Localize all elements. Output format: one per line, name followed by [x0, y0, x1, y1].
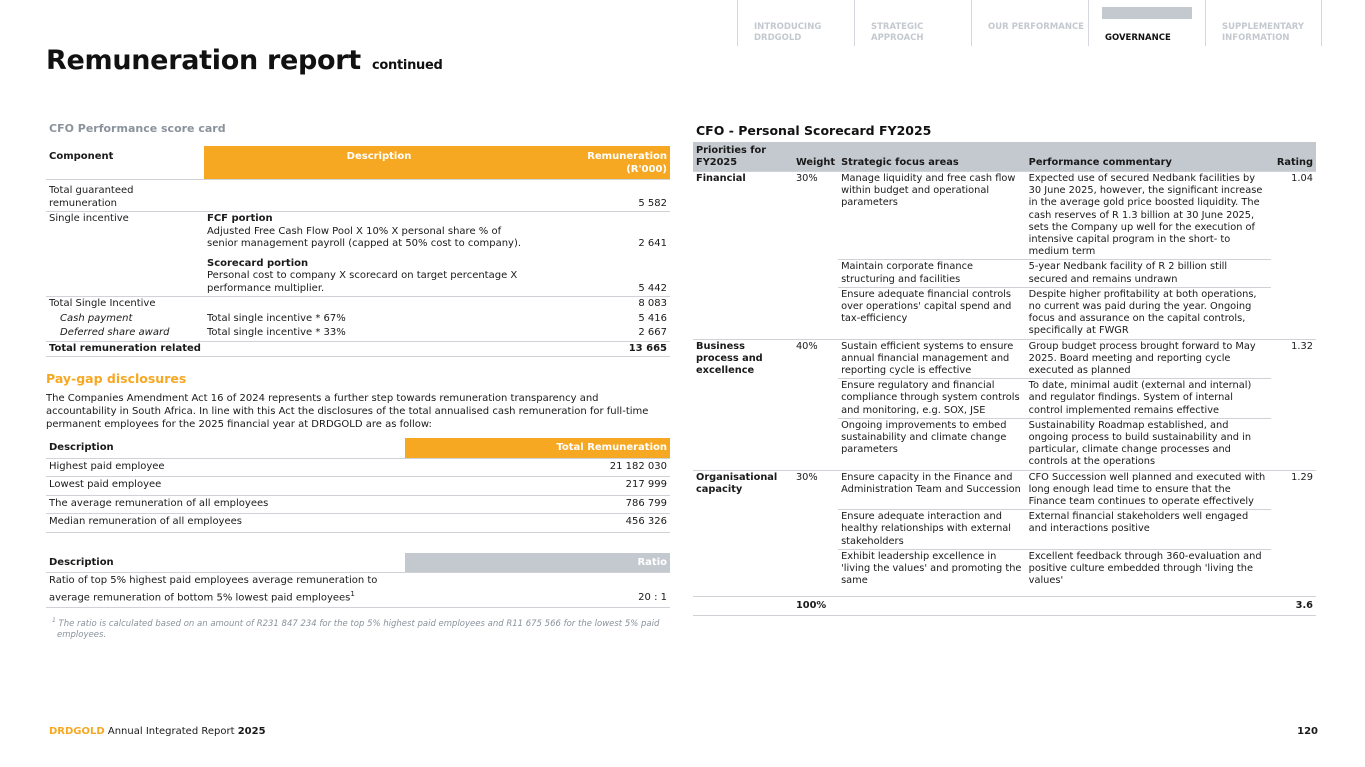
header-remuneration: Remuneration (R'000)	[554, 146, 670, 180]
personal-scorecard-table	[693, 142, 1316, 616]
focus-area: Sustain efficient systems to ensure annual financial management and reporting cycle is effective	[838, 339, 1026, 379]
table-row	[46, 458, 670, 477]
fcf-title: FCF portion	[207, 213, 273, 224]
commentary: Group budget process brought forward to May 2025. Board meeting and reporting cycle executed as planned	[1026, 339, 1271, 379]
right-column	[693, 122, 1316, 616]
rating: 1.04	[1271, 172, 1316, 260]
row-label: Total remuneration related	[46, 341, 204, 357]
priority: Organisational capacity	[693, 470, 793, 510]
row-value: 456 326	[405, 514, 670, 533]
table-row	[46, 312, 670, 327]
table-row	[693, 470, 1316, 510]
pay-gap-table	[46, 438, 670, 533]
ratio-label: Ratio of top 5% highest paid employees average remuneration to average remuneration of bottom 5% lowest paid employees	[49, 575, 378, 603]
focus-area: Ongoing improvements to embed sustainability and climate change parameters	[838, 418, 1026, 470]
row-value: 5 442	[638, 282, 667, 294]
nav-tab-governance[interactable]	[1088, 0, 1205, 46]
table-header	[46, 146, 670, 180]
commentary: To date, minimal audit (external and internal) and regulator findings. System of internal control implemented remains effective	[1026, 379, 1271, 419]
table-row	[46, 495, 670, 514]
table-row	[693, 287, 1316, 339]
commentary: Sustainability Roadmap established, and ongoing process to build sustainability and in particular, climate change processes and controls at the operations	[1026, 418, 1271, 470]
header-total-remuneration: Total Remuneration	[405, 438, 670, 458]
table-row	[46, 326, 670, 341]
nav-tab-strategic[interactable]: STRATEGIC APPROACH	[854, 0, 971, 46]
page-number: 120	[1297, 726, 1318, 737]
header-description: Description	[204, 146, 554, 180]
nav-tab-supplementary[interactable]: SUPPLEMENTARY INFORMATION	[1205, 0, 1322, 46]
row-label: Lowest paid employee	[46, 477, 405, 496]
row-label: Deferred share award	[60, 327, 170, 338]
table-row	[693, 379, 1316, 419]
row-value: 2 667	[638, 327, 667, 338]
commentary: External financial stakeholders well engaged and interactions positive	[1026, 510, 1271, 550]
focus-area: Manage liquidity and free cash flow within budget and operational parameters	[838, 172, 1026, 260]
row-label	[46, 573, 405, 608]
pay-gap-title: Pay-gap disclosures	[46, 371, 187, 386]
page-title-sub: continued	[372, 58, 443, 73]
row-label: The average remuneration of all employees	[46, 495, 405, 514]
row-label: Total Single Incentive	[46, 297, 204, 312]
row-value: 13 665	[554, 341, 670, 357]
header-description: Description	[49, 556, 114, 568]
total-weight: 100%	[793, 597, 838, 616]
priority: Financial	[693, 172, 793, 260]
weight: 40%	[793, 339, 838, 379]
header-rating: Rating	[1271, 142, 1316, 172]
focus-area: Ensure capacity in the Finance and Administration Team and Succession	[838, 470, 1026, 510]
table-row	[46, 573, 670, 608]
fcf-portion	[204, 212, 554, 252]
section-nav	[737, 0, 1322, 46]
row-value: 5 416	[638, 312, 667, 324]
row-label: Total guaranteed remuneration	[46, 180, 204, 212]
footer-year: 2025	[237, 726, 266, 737]
header-ratio: Ratio	[405, 553, 670, 573]
personal-scorecard-title: CFO - Personal Scorecard FY2025	[696, 123, 932, 138]
rating: 1.29	[1271, 470, 1316, 510]
nav-tab-governance-label: GOVERNANCE	[1105, 33, 1171, 43]
focus-area: Maintain corporate finance structuring and facilities	[838, 260, 1026, 287]
scorecard-text: Personal cost to company X scorecard on target percentage X performance multiplier.	[207, 270, 518, 294]
header-component: Component	[49, 151, 114, 162]
row-desc: Total single incentive * 67%	[207, 312, 346, 324]
row-label: Highest paid employee	[46, 458, 405, 477]
pay-gap-intro: The Companies Amendment Act 16 of 2024 represents a further step towards remuneration transparency and accountability in South Africa. In line with this Act the disclosures of the total annualised cash remuneration for full-time permanent employees for the 2025 financial year at DRDGOLD are as follow:	[46, 393, 649, 430]
header-commentary: Performance commentary	[1026, 142, 1271, 172]
header-focus: Strategic focus areas	[838, 142, 1026, 172]
row-desc: Total single incentive * 33%	[207, 327, 346, 338]
footnote-marker: 1	[350, 589, 355, 598]
focus-area: Ensure adequate interaction and healthy relationships with external stakeholders	[838, 510, 1026, 550]
scorecard-portion	[204, 252, 554, 297]
footnote-number: 1	[52, 617, 56, 625]
commentary: Despite higher profitability at both operations, no current was paid during the year. Ongoing focus and assurance on the capital controls, specifically at FWGR	[1026, 287, 1271, 339]
scorecard-title: Scorecard portion	[207, 257, 309, 269]
commentary: CFO Succession well planned and executed with long enough lead time to ensure that the Finance team continues to operate effectively	[1026, 470, 1271, 510]
nav-tab-introducing[interactable]: INTRODUCING DRDGOLD	[737, 0, 854, 46]
table-row	[46, 180, 670, 212]
active-tab-indicator	[1102, 7, 1192, 19]
row-value: 786 799	[405, 495, 670, 514]
focus-area: Ensure regulatory and financial compliance through system controls and monitoring, e.g. SOX, JSE	[838, 379, 1026, 419]
priority: Business process and excellence	[693, 339, 793, 379]
footer-report-name: Annual Integrated Report	[107, 726, 235, 737]
focus-area: Ensure adequate financial controls over operations' capital spend and tax-efficiency	[838, 287, 1026, 339]
table-row-total	[46, 341, 670, 357]
commentary: Excellent feedback through 360-evaluation and positive culture embedded through 'living the values'	[1026, 549, 1271, 588]
header-weight: Weight	[793, 142, 838, 172]
commentary: 5-year Nedbank facility of R 2 billion still secured and remains undrawn	[1026, 260, 1271, 287]
row-value: 20 : 1	[405, 573, 670, 608]
table-header	[46, 438, 670, 458]
footer	[49, 726, 266, 737]
table-row	[46, 212, 670, 252]
table-row	[46, 252, 670, 297]
left-column	[46, 122, 670, 641]
row-label: Cash payment	[60, 312, 133, 324]
table-row	[693, 172, 1316, 260]
table-row	[693, 418, 1316, 470]
commentary: Expected use of secured Nedbank facilities by 30 June 2025, however, the significant increase in the average gold price boosted liquidity. The cash reserves of R 1.3 billion at 30 June 2025, sets the Company up well for the execution of intensive capital program in the short- to medium term	[1026, 172, 1271, 260]
table-row	[46, 477, 670, 496]
fcf-text: Adjusted Free Cash Flow Pool X 10% X personal share % of senior management payroll (capped at 50% cost to company).	[207, 225, 522, 249]
row-value: 21 182 030	[405, 458, 670, 477]
cfo-score-card-table	[46, 146, 670, 357]
table-row	[693, 549, 1316, 588]
nav-tab-performance[interactable]: OUR PERFORMANCE	[971, 0, 1088, 46]
table-row-total	[693, 597, 1316, 616]
row-value: 2 641	[554, 212, 670, 252]
total-rating: 3.6	[1271, 597, 1316, 616]
page-title	[46, 45, 443, 76]
row-value: 217 999	[405, 477, 670, 496]
table-header	[46, 553, 670, 573]
header-description: Description	[49, 442, 114, 453]
table-row	[693, 510, 1316, 550]
table-row	[693, 339, 1316, 379]
weight: 30%	[793, 470, 838, 510]
weight: 30%	[793, 172, 838, 260]
footnote-text: The ratio is calculated based on an amount of R231 847 234 for the top 5% highest paid employees and R11 675 566 for the lowest 5% paid employees.	[57, 619, 660, 641]
row-label: Median remuneration of all employees	[46, 514, 405, 533]
row-label: Single incentive	[46, 212, 204, 252]
header-priorities: Priorities for FY2025	[693, 142, 793, 172]
table-row	[46, 297, 670, 312]
page-title-main: Remuneration report	[46, 45, 361, 76]
row-value: 8 083	[554, 297, 670, 312]
table-header	[693, 142, 1316, 172]
footer-brand: DRDGOLD	[49, 726, 105, 737]
score-card-label: CFO Performance score card	[49, 122, 226, 135]
rating: 1.32	[1271, 339, 1316, 379]
table-row	[46, 514, 670, 533]
ratio-table	[46, 553, 670, 609]
footnote	[46, 615, 670, 641]
spacer-row	[693, 589, 1316, 597]
focus-area: Exhibit leadership excellence in 'living the values' and promoting the same	[838, 549, 1026, 588]
row-value: 5 582	[554, 180, 670, 212]
table-row	[693, 260, 1316, 287]
